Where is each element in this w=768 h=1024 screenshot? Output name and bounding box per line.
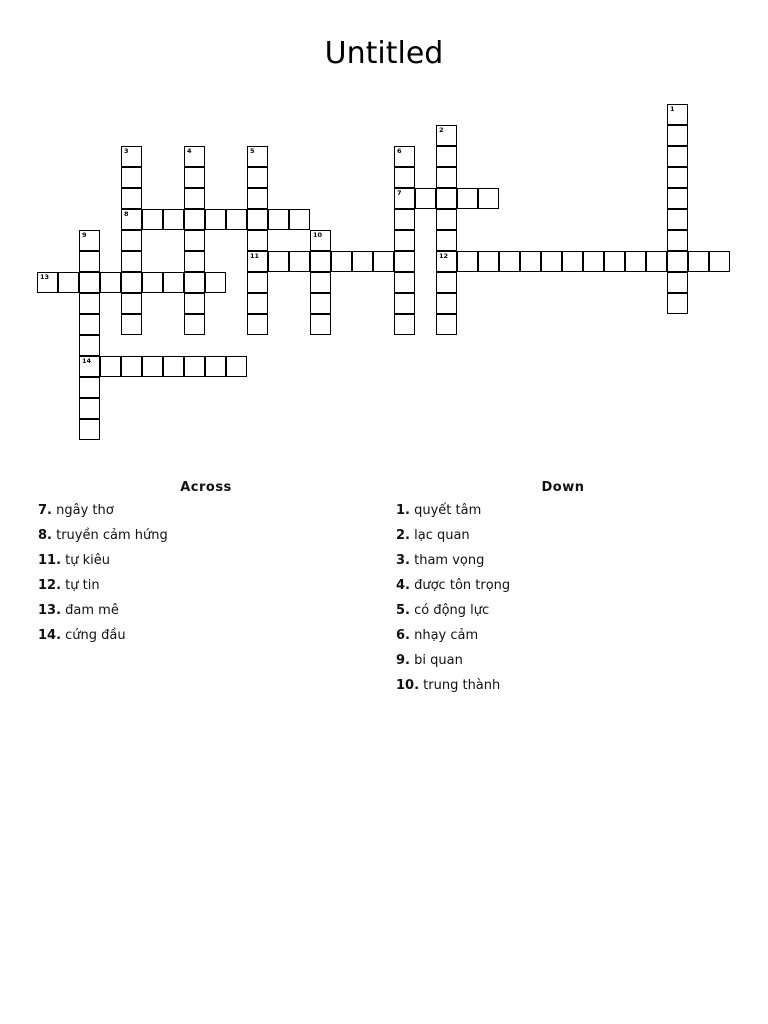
grid-cell[interactable] [667, 209, 688, 230]
cell-number: 9 [82, 231, 87, 239]
down-clue-6 [396, 626, 736, 651]
grid-cell[interactable] [247, 188, 268, 209]
grid-cell[interactable] [310, 230, 331, 251]
grid-cell[interactable] [121, 209, 142, 230]
across-clue-14 [38, 626, 378, 651]
cell-number: 10 [313, 231, 323, 239]
grid-cell[interactable] [709, 251, 730, 272]
grid-cell[interactable] [163, 356, 184, 377]
grid-cell[interactable] [310, 251, 331, 272]
grid-cell[interactable] [394, 167, 415, 188]
down-clue-1 [396, 501, 736, 526]
grid-cell[interactable] [331, 251, 352, 272]
grid-cell[interactable] [184, 272, 205, 293]
clue-number: 8. [38, 528, 52, 543]
grid-cell[interactable] [436, 125, 457, 146]
cell-number: 7 [397, 189, 402, 197]
grid-cell[interactable] [478, 251, 499, 272]
grid-cell[interactable] [58, 272, 79, 293]
grid-cell[interactable] [310, 314, 331, 335]
grid-cell[interactable] [184, 209, 205, 230]
grid-cell[interactable] [436, 251, 457, 272]
grid-cell[interactable] [184, 356, 205, 377]
grid-cell[interactable] [184, 230, 205, 251]
grid-cell[interactable] [268, 209, 289, 230]
cell-number: 5 [250, 147, 255, 155]
grid-cell[interactable] [394, 272, 415, 293]
grid-cell[interactable] [289, 251, 310, 272]
down-clues [396, 480, 736, 701]
grid-cell[interactable] [646, 251, 667, 272]
grid-cell[interactable] [247, 251, 268, 272]
grid-cell[interactable] [394, 209, 415, 230]
clue-text: được tôn trọng [409, 578, 511, 593]
grid-cell[interactable] [499, 251, 520, 272]
clue-number: 6. [396, 628, 410, 643]
grid-cell[interactable] [79, 419, 100, 440]
grid-cell[interactable] [310, 293, 331, 314]
grid-cell[interactable] [121, 146, 142, 167]
grid-cell[interactable] [184, 167, 205, 188]
grid-cell[interactable] [436, 209, 457, 230]
grid-cell[interactable] [394, 188, 415, 209]
grid-cell[interactable] [688, 251, 709, 272]
grid-cell[interactable] [37, 272, 58, 293]
clue-text: cứng đầu [61, 628, 126, 643]
grid-cell[interactable] [100, 272, 121, 293]
grid-cell[interactable] [667, 125, 688, 146]
grid-cell[interactable] [247, 293, 268, 314]
cell-number: 8 [124, 210, 129, 218]
across-clue-13 [38, 601, 378, 626]
down-heading: Down [541, 480, 585, 495]
grid-cell[interactable] [436, 272, 457, 293]
grid-cell[interactable] [667, 293, 688, 314]
grid-cell[interactable] [79, 398, 100, 419]
across-heading: Across [180, 480, 232, 495]
clue-text: truyền cảm hứng [51, 528, 168, 543]
across-clues [38, 480, 378, 651]
clue-text: nhạy cảm [409, 628, 479, 643]
down-clue-2 [396, 526, 736, 551]
grid-cell[interactable] [604, 251, 625, 272]
clue-text: tự kiêu [61, 553, 111, 568]
grid-cell[interactable] [436, 167, 457, 188]
clue-text: trung thành [419, 678, 501, 693]
across-clue-11 [38, 551, 378, 576]
grid-cell[interactable] [121, 230, 142, 251]
grid-cell[interactable] [667, 230, 688, 251]
cell-number: 13 [40, 273, 50, 281]
grid-cell[interactable] [121, 251, 142, 272]
grid-cell[interactable] [520, 251, 541, 272]
crossword-grid [0, 0, 768, 470]
clue-number: 10. [396, 678, 420, 693]
grid-cell[interactable] [184, 146, 205, 167]
grid-cell[interactable] [163, 209, 184, 230]
clue-text: tự tin [61, 578, 100, 593]
cell-number: 1 [670, 105, 675, 113]
clue-number: 13. [38, 603, 62, 618]
grid-cell[interactable] [226, 356, 247, 377]
grid-cell[interactable] [436, 230, 457, 251]
clue-text: bi quan [409, 653, 463, 668]
clue-text: quyết tâm [409, 503, 482, 518]
grid-cell[interactable] [457, 188, 478, 209]
grid-cell[interactable] [121, 314, 142, 335]
grid-cell[interactable] [625, 251, 646, 272]
grid-cell[interactable] [394, 230, 415, 251]
grid-cell[interactable] [247, 146, 268, 167]
clue-number: 5. [396, 603, 410, 618]
grid-cell[interactable] [247, 314, 268, 335]
grid-cell[interactable] [478, 188, 499, 209]
clue-number: 2. [396, 528, 410, 543]
across-clue-list [38, 501, 378, 651]
grid-cell[interactable] [121, 272, 142, 293]
grid-cell[interactable] [541, 251, 562, 272]
grid-cell[interactable] [436, 314, 457, 335]
cell-number: 11 [250, 252, 260, 260]
grid-cell[interactable] [121, 188, 142, 209]
across-clue-7 [38, 501, 378, 526]
grid-cell[interactable] [142, 356, 163, 377]
grid-cell[interactable] [79, 314, 100, 335]
grid-cell[interactable] [79, 356, 100, 377]
grid-cell[interactable] [289, 209, 310, 230]
clue-text: tham vọng [409, 553, 485, 568]
grid-cell[interactable] [667, 104, 688, 125]
grid-cell[interactable] [184, 251, 205, 272]
down-clue-10 [396, 676, 736, 701]
grid-cell[interactable] [121, 167, 142, 188]
grid-cell[interactable] [667, 167, 688, 188]
clue-number: 12. [38, 578, 62, 593]
grid-cell[interactable] [226, 209, 247, 230]
grid-cell[interactable] [79, 272, 100, 293]
grid-cell[interactable] [79, 335, 100, 356]
cell-number: 12 [439, 252, 449, 260]
grid-cell[interactable] [247, 167, 268, 188]
down-clue-3 [396, 551, 736, 576]
cell-number: 2 [439, 126, 444, 134]
clue-text: đam mê [61, 603, 119, 618]
cell-number: 6 [397, 147, 402, 155]
clue-text: có động lực [409, 603, 490, 618]
grid-cell[interactable] [184, 314, 205, 335]
grid-cell[interactable] [247, 209, 268, 230]
grid-cell[interactable] [184, 188, 205, 209]
clue-text: ngây thơ [51, 503, 114, 518]
grid-cell[interactable] [142, 272, 163, 293]
grid-cell[interactable] [121, 293, 142, 314]
grid-cell[interactable] [394, 146, 415, 167]
grid-cell[interactable] [163, 272, 184, 293]
clue-number: 7. [38, 503, 52, 518]
grid-cell[interactable] [121, 356, 142, 377]
across-clue-12 [38, 576, 378, 601]
grid-cell[interactable] [142, 209, 163, 230]
cell-number: 14 [82, 357, 92, 365]
grid-cell[interactable] [583, 251, 604, 272]
grid-cell[interactable] [310, 272, 331, 293]
cell-number: 3 [124, 147, 129, 155]
clue-number: 11. [38, 553, 62, 568]
grid-cell[interactable] [436, 188, 457, 209]
grid-cell[interactable] [667, 188, 688, 209]
grid-cell[interactable] [436, 146, 457, 167]
clue-text: lạc quan [409, 528, 470, 543]
grid-cell[interactable] [79, 251, 100, 272]
puzzle-title: Untitled [324, 36, 444, 71]
clue-number: 3. [396, 553, 410, 568]
grid-cell[interactable] [79, 230, 100, 251]
grid-cell[interactable] [100, 356, 121, 377]
grid-cell[interactable] [205, 272, 226, 293]
clue-number: 4. [396, 578, 410, 593]
grid-cell[interactable] [352, 251, 373, 272]
grid-cell[interactable] [79, 377, 100, 398]
grid-cell[interactable] [667, 251, 688, 272]
grid-cell[interactable] [415, 188, 436, 209]
grid-cell[interactable] [457, 251, 478, 272]
grid-cell[interactable] [184, 293, 205, 314]
grid-cell[interactable] [436, 293, 457, 314]
grid-cell[interactable] [667, 146, 688, 167]
grid-cell[interactable] [268, 251, 289, 272]
across-clue-8 [38, 526, 378, 551]
grid-cell[interactable] [205, 356, 226, 377]
clue-number: 9. [396, 653, 410, 668]
grid-cell[interactable] [373, 251, 394, 272]
down-clue-list [396, 501, 736, 701]
grid-cell[interactable] [562, 251, 583, 272]
grid-cell[interactable] [667, 272, 688, 293]
clue-number: 14. [38, 628, 62, 643]
down-clue-9 [396, 651, 736, 676]
down-clue-4 [396, 576, 736, 601]
grid-cell[interactable] [205, 209, 226, 230]
clue-number: 1. [396, 503, 410, 518]
grid-cell[interactable] [247, 230, 268, 251]
down-clue-5 [396, 601, 736, 626]
grid-cell[interactable] [394, 293, 415, 314]
grid-cell[interactable] [394, 314, 415, 335]
grid-cell[interactable] [79, 293, 100, 314]
grid-cell[interactable] [394, 251, 415, 272]
grid-cell[interactable] [247, 272, 268, 293]
cell-number: 4 [187, 147, 192, 155]
